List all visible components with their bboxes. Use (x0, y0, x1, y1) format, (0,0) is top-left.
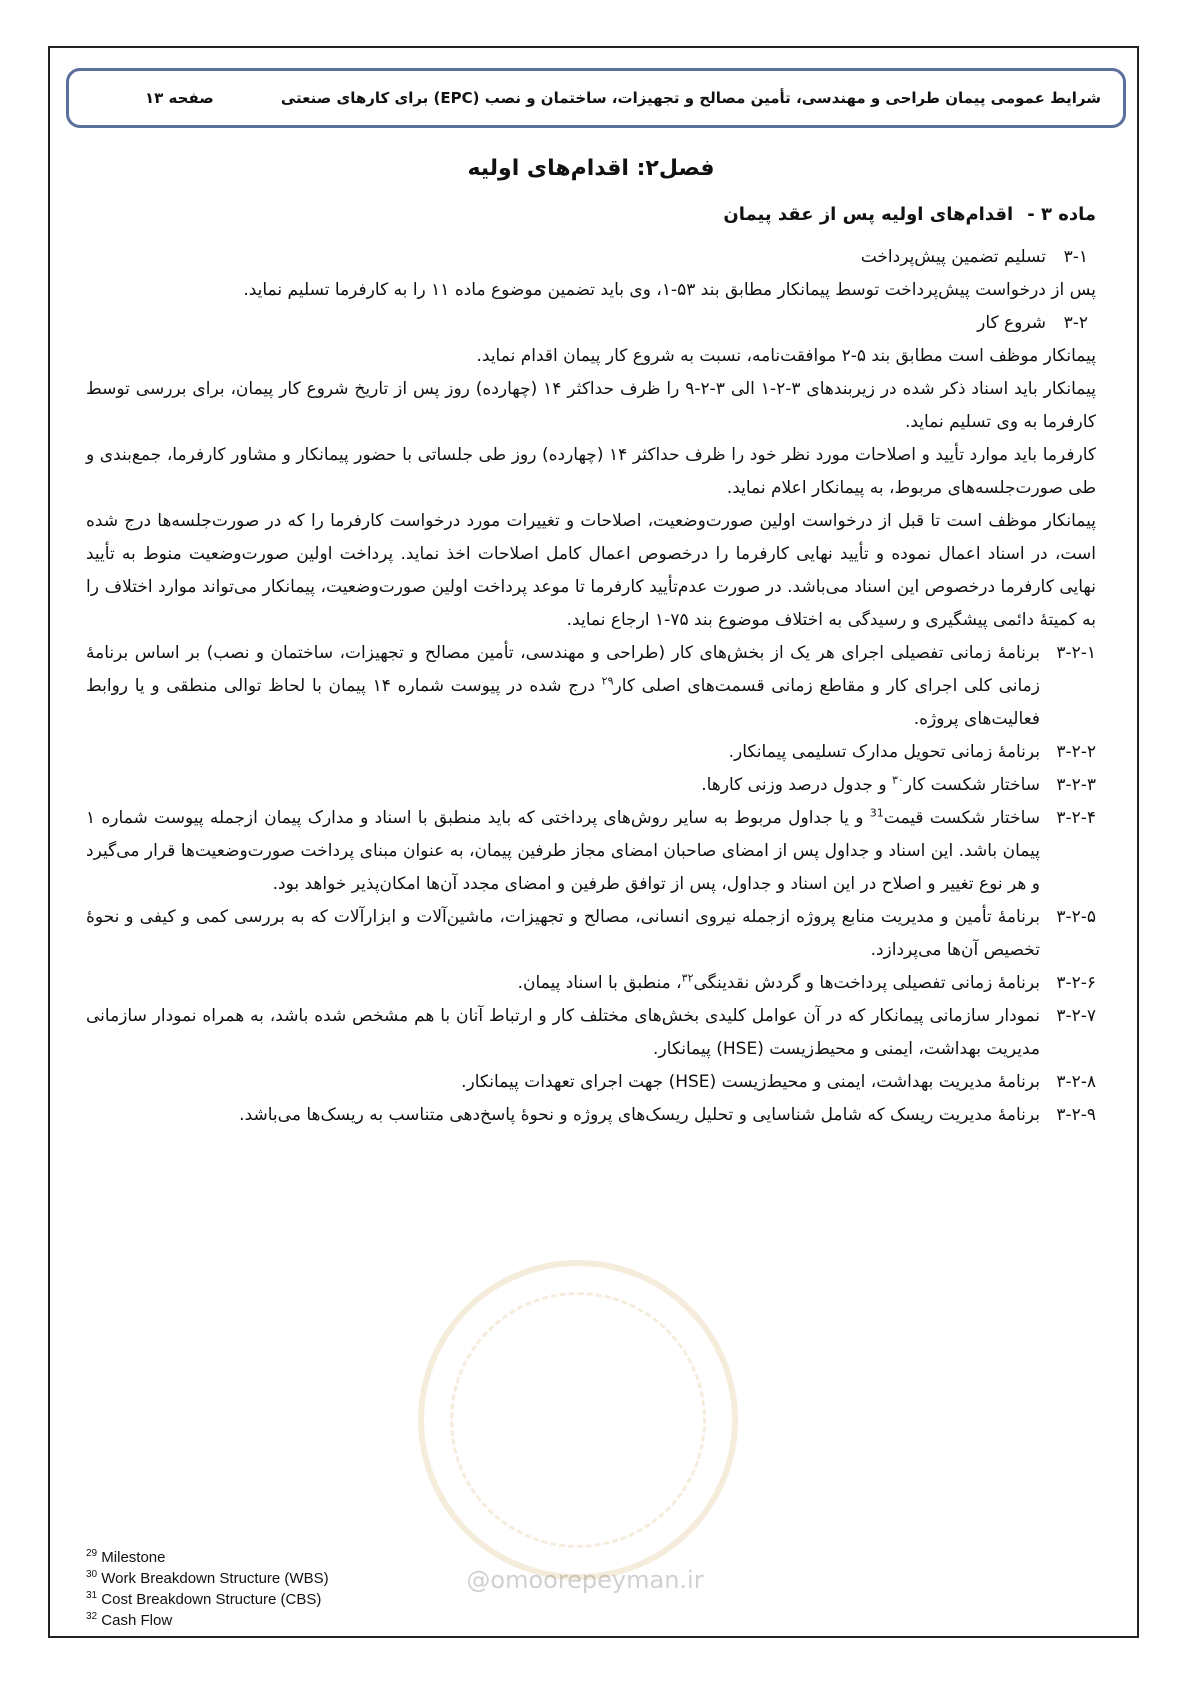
main-content (86, 150, 1096, 1132)
watermark-url: @omoorepeyman.ir (466, 1566, 704, 1594)
item-text: ساختار شکست قیمت$^{31}$ و یا جداول مربوط به سایر روش‌های پرداختی که باید منطبق با اسناد و مدارک پیمان ازجمله پیوست شماره ۱ پیمان باشد. این اسناد و جداول پس از امضای صاحبان امضای مجاز طرفین پیمان، به عنوان مبنای پرداخت صورت‌وضعیت‌ها قرار می‌گیرد و هر نوع تغییر و اصلاح در این اسناد و جداول، پس از توافق طرفین و امضای مجدد آن‌ها امکان‌پذیر خواهد بود. (86, 806, 1040, 894)
list-item (86, 967, 1096, 1000)
section-number: ۳-۱ (1063, 247, 1088, 267)
footnote: $^{32}$ Cash Flow (86, 1611, 173, 1629)
page-header (66, 68, 1126, 128)
list-item (86, 1099, 1096, 1132)
footnote: $^{30}$ Work Breakdown Structure (WBS) (86, 1569, 329, 1587)
item-text: برنامهٔ مدیریت ریسک که شامل شناسایی و تحلیل ریسک‌های پروژه و نحوهٔ پاسخ‌دهی متناسب به ریسک‌ها می‌باشد. (239, 1105, 1040, 1125)
subsection-list (86, 637, 1096, 1132)
footnote: $^{31}$ Cost Breakdown Structure (CBS) (86, 1590, 322, 1608)
chapter-title: فصل۲: اقدام‌های اولیه (467, 156, 715, 181)
item-number: ۳-۲-۹ (1056, 1105, 1096, 1125)
section-3-2-para-1: پیمانکار موظف است مطابق بند ۵-۲ موافقت‌نامه، نسبت به شروع کار پیمان اقدام نماید. (476, 346, 1096, 366)
article-title: اقدام‌های اولیه پس از عقد پیمان (723, 204, 1014, 225)
item-number: ۳-۲-۵ (1056, 907, 1096, 927)
list-item (86, 736, 1096, 769)
list-item (86, 637, 1096, 736)
list-item (86, 901, 1096, 967)
page-number: صفحه ۱۳ (145, 89, 214, 107)
item-text: ساختار شکست کار$^{۳۰}$ و جدول درصد وزنی کارها. (701, 773, 1040, 795)
footnote-ref: 31 (869, 806, 884, 820)
item-text: برنامهٔ تأمین و مدیریت منابع پروژه ازجمله نیروی انسانی، مصالح و تجهیزات، ماشین‌آلات و ابزارآلات که به بررسی کمی و کیفی و نحوهٔ تخصیص آن‌ها می‌پردازد. (86, 907, 1040, 960)
footnotes (86, 1547, 329, 1631)
header-title: شرایط عمومی پیمان طراحی و مهندسی، تأمین مصالح و تجهیزات، ساختمان و نصب (EPC) برای کارهای صنعتی (280, 89, 1101, 107)
list-item (86, 802, 1096, 901)
watermark-seal-icon (418, 1260, 738, 1580)
section-title: شروع کار (977, 313, 1046, 333)
list-item (86, 769, 1096, 802)
footnote-ref: ۳۰ (891, 773, 904, 787)
footnote-ref: ۲۹ (601, 674, 614, 688)
item-number: ۳-۲-۷ (1056, 1006, 1096, 1026)
article-heading (86, 198, 1096, 231)
section-3-2-para-4: پیمانکار موظف است تا قبل از درخواست اولین صورت‌وضعیت، اصلاحات و تغییرات مورد درخواست کارفرما را که در صورت‌جلسه‌ها درج شده است، در اسناد اعمال نموده و تأیید نهایی کارفرما را درخصوص اعمال کامل اصلاحات اخذ نماید. پرداخت اولین صورت‌وضعیت منوط به تأیید نهایی کارفرما درخصوص این اسناد می‌باشد. در صورت عدم‌تأیید کارفرما تا موعد پرداخت اولین صورت‌وضعیت، پیمانکار می‌تواند موارد اختلاف را به کمیتهٔ دائمی پیشگیری و رسیدگی به اختلاف موضوع بند ۷۵-۱ ارجاع نماید. (86, 511, 1096, 630)
section-3-2-para-3: کارفرما باید موارد تأیید و اصلاحات مورد نظر خود را ظرف حداکثر ۱۴ (چهارده) روز طی جلساتی با حضور پیمانکار و مشاور کارفرما، جمع‌بندی و طی صورت‌جلسه‌های مربوط، به پیمانکار اعلام نماید. (86, 445, 1096, 498)
list-item (86, 1066, 1096, 1099)
section-3-1-heading (86, 241, 1096, 274)
item-number: ۳-۲-۶ (1056, 973, 1096, 993)
section-3-1-text: پس از درخواست پیش‌پرداخت توسط پیمانکار مطابق بند ۵۳-۱، وی باید تضمین موضوع ماده ۱۱ را به کارفرما تسلیم نماید. (243, 280, 1096, 300)
item-number: ۳-۲-۱ (1056, 643, 1096, 663)
list-item (86, 1000, 1096, 1066)
item-number: ۳-۲-۲ (1056, 742, 1096, 762)
section-title: تسلیم تضمین پیش‌پرداخت (860, 247, 1046, 267)
item-text: برنامهٔ زمانی تحویل مدارک تسلیمی پیمانکار. (728, 742, 1040, 762)
article-number: ماده ۳ - (1027, 204, 1096, 225)
footnote-ref: ۳۲ (681, 971, 694, 985)
item-number: ۳-۲-۴ (1056, 808, 1096, 828)
item-text: برنامهٔ مدیریت بهداشت، ایمنی و محیط‌زیست (HSE) جهت اجرای تعهدات پیمانکار. (461, 1072, 1040, 1092)
item-number: ۳-۲-۳ (1056, 775, 1096, 795)
section-number: ۳-۲ (1063, 313, 1088, 333)
footnote: $^{29}$ Milestone (86, 1548, 166, 1566)
item-text: نمودار سازمانی پیمانکار که در آن عوامل کلیدی بخش‌های مختلف کار و ارتباط آنان با هم مشخص شده باشد، به همراه نمودار سازمانی مدیریت بهداشت، ایمنی و محیط‌زیست (HSE) پیمانکار. (86, 1006, 1040, 1059)
item-number: ۳-۲-۸ (1056, 1072, 1096, 1092)
item-text: برنامهٔ زمانی تفصیلی اجرای هر یک از بخش‌های کار (طراحی و مهندسی، تأمین مصالح و تجهیزات، ساختمان و نصب) بر اساس برنامهٔ زمانی کلی اجرای کار و مقاطع زمانی قسمت‌های اصلی کار$^{۲۹}$ درج شده در پیوست شماره ۱۴ پیمان با لحاظ توالی منطقی و یا روابط فعالیت‌های پروژه. (86, 643, 1040, 729)
section-3-2-heading (86, 307, 1096, 340)
item-text: برنامهٔ زمانی تفصیلی پرداخت‌ها و گردش نقدینگی$^{۳۲}$، منطبق با اسناد پیمان. (517, 971, 1040, 993)
section-3-2-para-2: پیمانکار باید اسناد ذکر شده در زیربندهای ۳-۲-۱ الی ۳-۲-۹ را ظرف حداکثر ۱۴ (چهارده) روز پس از تاریخ شروع کار پیمان، برای بررسی توسط کارفرما به وی تسلیم نماید. (86, 379, 1096, 432)
